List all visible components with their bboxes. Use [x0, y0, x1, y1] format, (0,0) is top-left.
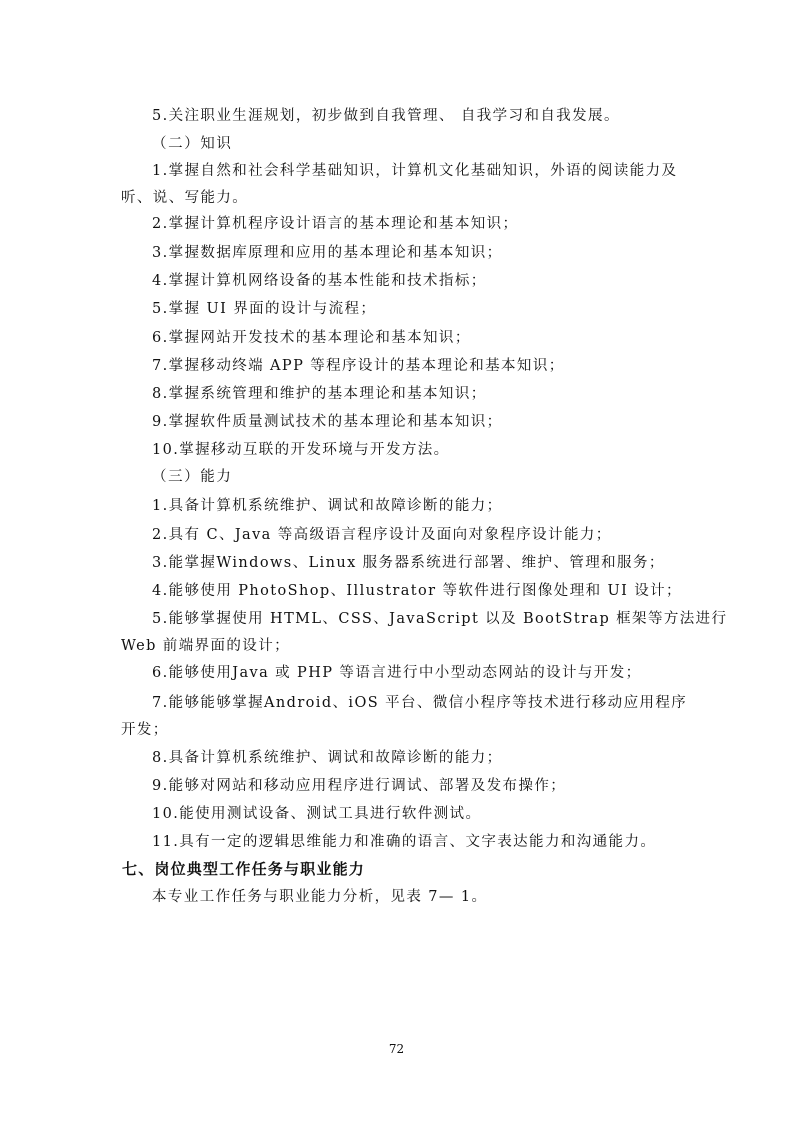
text-line: 3.掌握数据库原理和应用的基本理论和基本知识；	[152, 245, 503, 261]
text-line: 8.具备计算机系统维护、调试和故障诊断的能力；	[152, 750, 503, 766]
text-line: 1.掌握自然和社会科学基础知识，计算机文化基础知识，外语的阅读能力及	[152, 163, 678, 179]
text-line: Web 前端界面的设计；	[121, 638, 290, 654]
section-heading-ability: （三）能力	[152, 469, 233, 485]
text-line: 10.掌握移动互联的开发环境与开发方法。	[152, 442, 450, 458]
text-line: 本专业工作任务与职业能力分析，见表 7— 1。	[152, 889, 488, 905]
text-line: 10.能使用测试设备、测试工具进行软件测试。	[152, 806, 482, 822]
text-line: 3.能掌握Windows、Linux 服务器系统进行部署、维护、管理和服务；	[152, 555, 665, 571]
text-line: 7.能够能够掌握Android、iOS 平台、微信小程序等技术进行移动应用程序	[152, 695, 688, 711]
text-line: 1.具备计算机系统维护、调试和故障诊断的能力；	[152, 498, 503, 514]
text-line: 11.具有一定的逻辑思维能力和准确的语言、文字表达能力和沟通能力。	[152, 834, 657, 850]
text-line: 2.掌握计算机程序设计语言的基本理论和基本知识；	[152, 216, 519, 232]
page-number: 72	[388, 1042, 405, 1056]
text-line: 听、说、写能力。	[121, 190, 249, 206]
text-line: 4.能够使用 PhotoShop、Illustrator 等软件进行图像处理和 UI 设计；	[152, 583, 682, 599]
text-line: 4.掌握计算机网络设备的基本性能和技术指标；	[152, 273, 487, 289]
chapter-heading: 七、岗位典型工作任务与职业能力	[122, 860, 366, 878]
text-line: 9.能够对网站和移动应用程序进行调试、部署及发布操作；	[152, 778, 567, 794]
text-line: 5.能够掌握使用 HTML、CSS、JavaScript 以及 BootStrap 框架等方法进行	[152, 611, 728, 627]
text-line: 7.掌握移动终端 APP 等程序设计的基本理论和基本知识；	[152, 358, 565, 374]
text-line: 6.能够使用Java 或 PHP 等语言进行中小型动态网站的设计与开发；	[152, 665, 642, 681]
text-line: 开发；	[121, 722, 169, 738]
text-line: 6.掌握网站开发技术的基本理论和基本知识；	[152, 330, 471, 346]
text-line: 2.具有 C、Java 等高级语言程序设计及面向对象程序设计能力；	[152, 527, 612, 543]
text-line: 9.掌握软件质量测试技术的基本理论和基本知识；	[152, 414, 503, 430]
section-heading-knowledge: （二）知识	[152, 136, 233, 152]
text-line: 5.掌握 UI 界面的设计与流程；	[152, 301, 377, 317]
text-line: 5.关注职业生涯规划，初步做到自我管理、 自我学习和自我发展。	[152, 108, 620, 124]
text-line: 8.掌握系统管理和维护的基本理论和基本知识；	[152, 386, 487, 402]
